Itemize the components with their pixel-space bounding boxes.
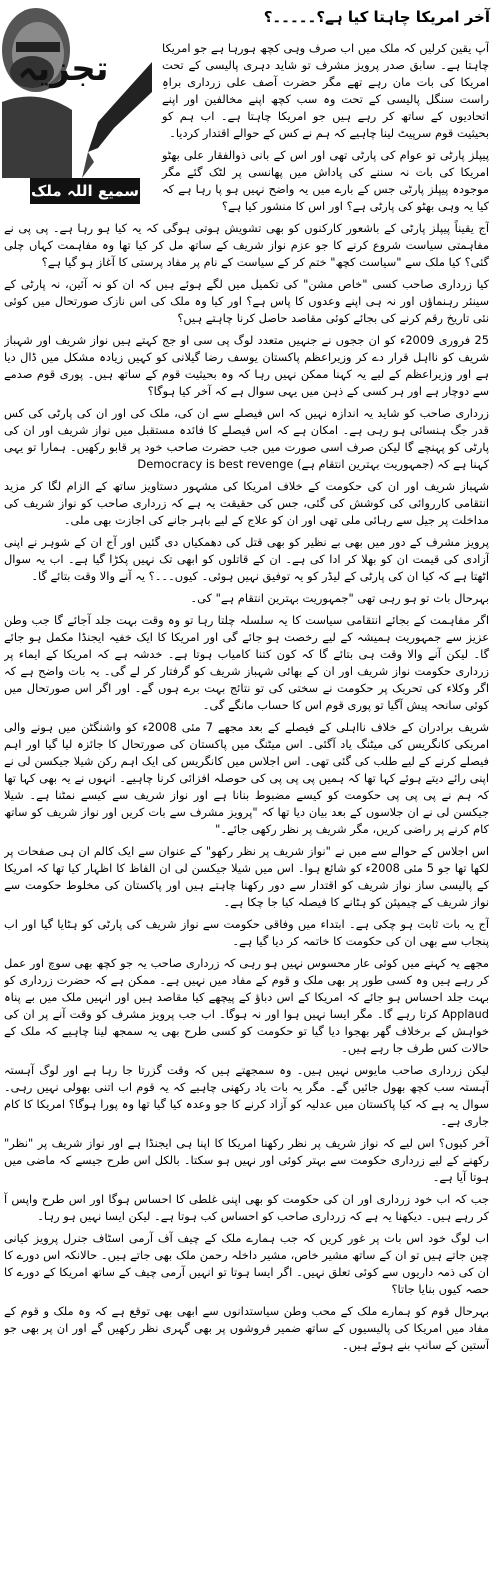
article-paragraph: 25 فروری 2009ء کو ان ججوں نے جنہیں متعدد لوگ پی سی او جج کہتے ہیں نواز شریف اور شہباز شریف کو نااہل قرار دے کر وزیراعظم پاکستان یوسف رضا گیلانی کو کہیں زیادہ مشکل میں ڈال دیا ہے اور وزیراعظم کے لیے یہ کہنا ممکن نہیں رہا کہ وہ بحیثیت قوم کے ساتھ ہیں۔ پوری قوم صدمے سے دوچار ہے اور ہر کسی کے ذہن میں یہی سوال ہے کہ آخر کیا ہوگا؟ <box>4 333 489 398</box>
article-paragraph: آج یہ بات ثابت ہو چکی ہے۔ ابتداء میں وفاقی حکومت سے نواز شریف کی پارٹی کو ہٹایا گیا اور اب پنجاب سے بھی ان کی حکومت کا خاتمہ کر دیا گیا ہے۔ <box>4 917 489 948</box>
article-paragraph: پیپلز پارٹی تو عوام کی پارٹی تھی اور اس کے بانی ذوالفقار علی بھٹو امریکا کی بات نہ سننے کی پاداش میں پھانسی پر لٹک گئے مگر موجودہ پیپلز پارٹی جس کے بارے میں یہ واضح نہیں ہو پا رہا ہے کہ کیا یہ وہی بھٹو کی پارٹی ہے؟ اور اس کا منشور کیا ہے؟ <box>162 148 489 213</box>
article-headline: آخر امریکا چاہتا کیا ہے؟۔۔۔۔۔؟ <box>263 8 490 26</box>
article-paragraph: شہباز شریف اور ان کی حکومت کے خلاف امریکا کی مشہور دستاویز ساتھ کے الزام لگا کر مزید انتقامی کارروائی کی کوشش کی گئی، جس کی حقیقت یہ ہے کہ زرداری صاحب کو نواز شریف کی مداخلت پر جیل سے رہائی ملی تھی اور ان کو علاج کے لیے باہر جانے کی اجازت بھی ملی۔ <box>4 479 489 527</box>
article-paragraph: بہرحال بات تو ہو رہی تھی "جمہوریت بہترین انتقام ہے" کی۔ <box>190 591 489 605</box>
article-paragraph: مجھے یہ کہنے میں کوئی عار محسوس نہیں ہو رہی کہ زرداری صاحب یہ جو کچھ بھی سوچ اور عمل کر رہے ہیں وہ کسی طور پر بھی ملک و قوم کے مفاد میں نہیں ہے۔ ممکن ہے کہ حضرت زرداری کو بہت جلد احساس ہو جائے کہ امریکا کے اس دباؤ کے پیچھے کیا مقاصد ہیں اور انہیں ملک میں بے پناہ Applaud کرتا رہے گا۔ مگر ایسا نہیں ہوا اور نہ ہوگا۔ اب جب پرویز مشرف کو وقت آنے پر ان کی خواہش کے برخلاف گھر بھجوا دیا گیا تو حکومت کو کسی طرح بھی یہ سمجھ لینا چاہیے کہ ملک کے حالات کس طرف جا رہے ہیں۔ <box>4 956 489 1055</box>
article-paragraph: جب کہ اب خود زرداری اور ان کی حکومت کو بھی اپنی غلطی کا احساس ہوگا اور اس طرح واپس آ کر رہے ہیں۔ دیکھنا یہ ہے کہ زرداری صاحب کو احساس کب ہوتا ہے۔ لیکن ایسا نہیں ہو رہا۔ <box>4 1192 489 1223</box>
author-byline: سمیع اللہ ملک <box>30 178 140 204</box>
article-paragraph: آج یقیناً پیپلز پارٹی کے باشعور کارکنوں کو بھی تشویش ہوتی ہوگی کہ یہ کیا ہو رہا ہے۔ پی پی نے مفاہمتی سیاست شروع کرنے کا جو عزم نواز شریف کے ساتھ مل کر کیا تھا وہ مفاہمت کہاں چلی گئی؟ کیا ملک سے "سیاست کچھ" ختم کر کے سیاست کے نام پر مفاد پرستی کا آغاز ہو گیا ہے؟ <box>4 221 489 269</box>
article-paragraph: لیکن زرداری صاحب مایوس نہیں ہیں۔ وہ سمجھتے ہیں کہ وقت گزرتا جا رہا ہے اور لوگ آہستہ آہستہ سب کچھ بھول جائیں گے۔ مگر یہ بات یاد رکھنی چاہیے کہ یہ قوم اب اتنی بھولی نہیں رہی۔ سوال یہ ہے کہ کیا پاکستان میں عدلیہ کو آزاد کرنے کا جو وعدہ کیا گیا تھا وہ پورا ہوگا؟ امریکا کا کام جاری ہے۔ <box>4 1063 489 1128</box>
article-paragraph: کیا زرداری صاحب کسی "خاص مشن" کی تکمیل میں لگے ہوئے ہیں کہ ان کو نہ آئین، نہ پارٹی کے سینئر رہنماؤں اور نہ ہی اپنے وعدوں کا پاس ہے؟ اور کیا وہ ملک کی اس نازک صورتحال میں کوئی نئی تاریخ رقم کرنے کی بجائے کوئی مقاصد حاصل کرنا چاہتے ہیں؟ <box>4 277 489 325</box>
article-paragraph: آخر کیوں؟ اس لیے کہ نواز شریف پر نظر رکھنا امریکا کا اپنا ہی ایجنڈا ہے اور نواز شریف پر "نظر" رکھنے کے لیے زرداری حکومت سے بہتر کوئی اور نہیں ہو سکتا۔ بالکل اس طرح جیسے کہ ماضی میں ہوتا آیا ہے۔ <box>4 1136 489 1184</box>
article-paragraph: پرویز مشرف کے دور میں بھی بے نظیر کو بھی قتل کی دھمکیاں دی گئیں اور آج ان کے شوہر نے اپنی آزادی کی قیمت ان کو بھلا کر ادا کی ہے۔ ان کے قاتلوں کو ابھی تک نہیں پکڑا گیا ہے۔ اب یہ سوال اٹھتا ہے کہ کیا ان کی پارٹی کے لیڈر کو یہ توفیق نہیں ہوئی۔ کیوں۔۔۔؟ یہ آنے والا وقت بتائے گا۔ <box>4 535 489 583</box>
article-paragraph: اب لوگ خود اس بات پر غور کریں کہ جب ہمارے ملک کے چیف آف آرمی اسٹاف جنرل پرویز کیانی چین جاتے ہیں تو ان کے ساتھ مشیر خاص، مشیر داخلہ رحمن ملک بھی جاتے ہیں۔ حالانکہ اس دورے کا ان کی ذمہ داریوں سے کوئی تعلق نہیں۔ اگر ایسا ہوتا تو انہیں آرمی چیف کے ساتھ امریکا کے دورے کا حصہ کیوں بنایا جاتا؟ <box>4 1231 489 1296</box>
article-paragraph: زرداری صاحب کو شاید یہ اندازہ نہیں کہ اس فیصلے سے ان کی، ملک کی اور ان کی پارٹی کی کس قدر جگ ہنسائی ہو رہی ہے۔ امکان ہے کہ اس فیصلے کا فائدہ مستقبل میں نواز شریف اور ان کی پارٹی کو پہنچے گا لیکن صرف اسی صورت میں جب حضرت صاحب خود پر قابو رکھیں۔ ہمارا تو یہی کہنا ہے کہ (جمہوریت بہترین انتقام ہے) Democracy is best revenge <box>4 406 489 471</box>
article-paragraph: اگر مفاہمت کے بجائے انتقامی سیاست کا یہ سلسلہ چلتا رہا تو وہ وقت بہت جلد آجائے گا جب وطن عزیز سے جمہوریت ہمیشہ کے لیے رخصت ہو جائے گی اور امریکا کا ایک خفیہ ایجنڈا مکمل ہو جائے گا۔ لیکن آنے والا وقت ہی بتائے گا کہ کون کتنا کامیاب ہوتا ہے۔ خدشہ ہے کہ امریکا کے ایماء پر زرداری حکومت نواز شریف اور ان کے بھائی شہباز شریف کو گرفتار کر لے گی۔ یہ بات واضح ہے کہ اگر وکلاء کی تحریک پر حکومت نے سختی کی تو نتائج بہت برے ہوں گے۔ اور اگر اس صورتحال میں کوئی سانحہ پیش آگیا تو پوری قوم اس کا حساب مانگے گی۔ <box>4 613 489 712</box>
article-body <box>4 40 489 1566</box>
column-title: تجزیہ <box>17 49 109 89</box>
article-paragraph: اس اجلاس کے حوالے سے میں نے "نواز شریف پر نظر رکھو" کے عنوان سے ایک کالم ان ہی صفحات پر لکھا تھا جو 5 مئی 2008ء کو شائع ہوا۔ اس میں شیلا جیکسن لی ان الفاظ کا اظہار کیا تھا کہ امریکا کے پالیسی ساز نواز شریف کو اقتدار سے دور رکھنا چاہتے ہیں اور پاکستان کی مخلوط حکومت سے نواز شریف کے چیمپئن کو ہٹانے کا فیصلہ کیا جا چکا ہے۔ <box>4 844 489 909</box>
article-paragraph: آپ یقین کرلیں کہ ملک میں اب صرف وہی کچھ ہورہا ہے جو امریکا چاہتا ہے۔ سابق صدر پرویز مشرف تو شاید دہری پالیسی کے تحت امریکا کی بات مان رہے تھے مگر حضرت آصف علی زرداری براہِ راست سنگل پالیسی کے تحت وہ سب کچھ اپنے مخالفین اور اپنے اتحادیوں کے ساتھ کر رہے ہیں جو امریکا چاہتا ہے۔ اب ہم کو بحیثیت قوم سرپیٹ لینا چاہیے کہ ہم نے کس کے حوالے اقتدار کردیا۔ <box>162 41 489 140</box>
article-paragraph: شریف برادران کے خلاف نااہلی کے فیصلے کے بعد مجھے 7 مئی 2008ء کو واشنگٹن میں ہونے والی امریکی کانگریس کی میٹنگ یاد آگئی۔ اس میٹنگ میں پاکستان کی صورتحال کا جائزہ لیا گیا اور اہم فیصلے کرنے کے لیے طلب کی گئی تھی۔ اس اجلاس میں کانگریس کی ایک اہم رکن شیلا جیکسن لی نے اپنی رائے دیتے ہوئے کہا تھا کہ ہمیں پی پی پی کی حوصلہ افزائی کرنا چاہیے۔ انہوں نے یہ بھی کہا تھا کہ ہم نے پی پی پی حکومت کو کیسے مضبوط بنانا ہے اور نواز شریف سے کیسے نمٹنا ہے۔ شیلا جیکسن لی نے ان جلاسوں کے بعد بیان دیا تھا کہ "پرویز مشرف سے بات کریں اور نواز شریف کو ساتھ کام کرنے پر راضی کریں، مگر شریف پر نظر رکھی جائے۔" <box>4 720 489 836</box>
header-image-spacer <box>4 40 162 210</box>
article-paragraph: بہرحال قوم کو ہمارے ملک کے محب وطن سیاستدانوں سے ابھی بھی توقع ہے کہ وہ ملک و قوم کے مفاد میں امریکا کی پالیسیوں کے ساتھ ضمیر فروشوں پر بھی گہری نظر رکھیں گے اور ان پر بھی جو آستین کے سانپ بنے ہوئے ہیں۔ <box>4 1304 489 1352</box>
